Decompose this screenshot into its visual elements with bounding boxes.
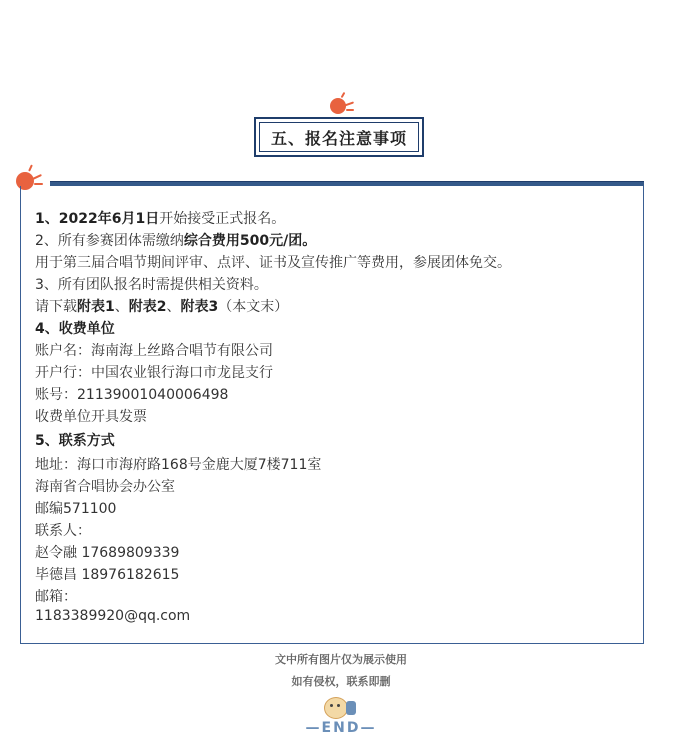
notice-line: [35, 362, 273, 382]
notice-line: [35, 274, 268, 294]
notice-line-bold-text: 4、收费单位: [35, 321, 115, 337]
notice-line: [35, 208, 285, 228]
notice-line-text: 账号：21139001040006498: [35, 387, 229, 403]
notice-line-text: 收费单位开具发票: [35, 409, 147, 425]
notice-line-text: 邮箱：: [35, 589, 77, 605]
notice-line-text: （本文末）: [218, 299, 289, 315]
notice-line: [35, 252, 511, 272]
notice-line-bold-text: 附表1: [77, 299, 115, 315]
notice-line-bold-text: 附表2: [128, 299, 167, 315]
notice-line-text: 、: [114, 299, 129, 315]
notice-line: [35, 430, 115, 450]
notice-line: [35, 454, 321, 474]
notice-line-text: 1183389920@qq.com: [35, 608, 191, 624]
notice-line-text: 毕德昌 18976182615: [35, 567, 180, 583]
notice-line-bold-text: 附表3: [180, 299, 219, 315]
notice-line: [35, 608, 190, 624]
notice-line-text: 邮编571100: [35, 501, 117, 517]
notice-line: [35, 542, 179, 562]
notice-line: [35, 520, 91, 540]
notice-line-text: 用于第三届合唱节期间评审、点评、证书及宣传推广等费用，参展团体免交。: [35, 255, 511, 271]
notice-line-text: 赵令融 17689809339: [35, 545, 180, 561]
notice-line: [35, 340, 273, 360]
notice-line: [35, 296, 288, 316]
notice-line-text: 3、所有团队报名时需提供相关资料。: [35, 277, 268, 293]
notice-line: [35, 564, 179, 584]
notice-line: [35, 498, 116, 518]
section-title-box: [254, 117, 424, 157]
notice-line-text: 2、所有参赛团体需缴纳: [35, 233, 184, 249]
notice-line-text: 地址：海口市海府路168号金鹿大厦7楼711室: [35, 457, 322, 473]
notice-line-bold-text: 1、2022年6月1日: [35, 211, 160, 227]
notice-line-text: 开始接受正式报名。: [159, 211, 286, 227]
footer-contact-note: 如有侵权，联系即删: [291, 675, 391, 688]
section-title: 五、报名注意事项: [259, 122, 419, 152]
notice-line: [35, 586, 77, 606]
notice-line: [35, 406, 147, 426]
footer-disclaimer: 文中所有图片仅为展示使用: [275, 653, 407, 666]
notice-line-text: 海南省合唱协会办公室: [35, 479, 175, 495]
notice-line-text: 账户名：海南海上丝路合唱节有限公司: [35, 343, 273, 359]
notice-line: [35, 476, 175, 496]
notice-line-text: 开户行：中国农业银行海口市龙昆支行: [35, 365, 273, 381]
mascot-icon: [322, 693, 360, 719]
notice-line-bold-text: 综合费用500元/团。: [183, 233, 317, 249]
notice-line: [35, 230, 316, 250]
notice-line: [35, 384, 228, 404]
notice-line-bold-text: 5、联系方式: [35, 433, 115, 449]
notice-line-text: 、: [166, 299, 181, 315]
notice-content-box: [20, 186, 644, 644]
notice-line: [35, 318, 115, 338]
notice-line-text: 请下载: [35, 299, 77, 315]
notice-line-text: 联系人：: [35, 523, 91, 539]
end-marker: —END—: [305, 720, 377, 736]
